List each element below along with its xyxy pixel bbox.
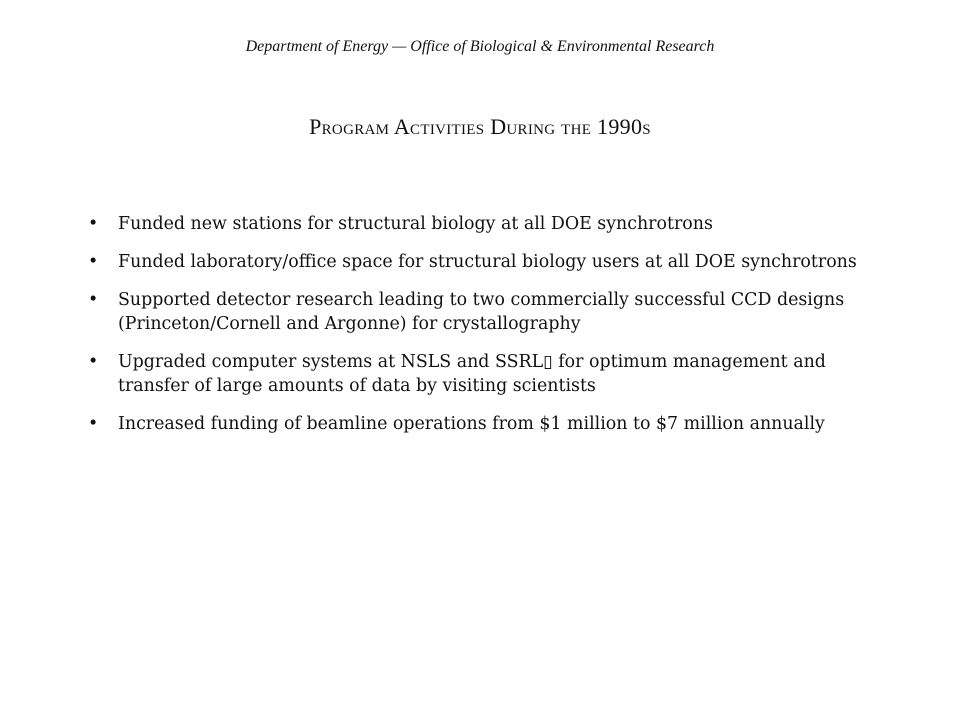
bullet-list [88, 212, 888, 450]
bullet-marker: • [88, 290, 99, 310]
bullet-marker: • [88, 214, 99, 234]
bullet-marker: • [88, 252, 99, 272]
bullet-text: Funded laboratory/office space for structural biology users at all DOE synchrotrons [118, 252, 857, 272]
bullet-text: Funded new stations for structural biology at all DOE synchrotrons [118, 214, 713, 234]
bullet-item [88, 350, 888, 398]
slide-title: Program Activities During the 1990s [309, 114, 651, 139]
bullet-marker: • [88, 352, 99, 372]
bullet-text: Supported detector research leading to two commercially successful CCD designs (Princeton/Cornell and Argonne) for crystallography [118, 290, 845, 334]
bullet-text: Increased funding of beamline operations from $1 million to $7 million annually [118, 414, 825, 434]
bullet-item [88, 212, 888, 236]
bullet-item [88, 250, 888, 274]
slide-header: Department of Energy — Office of Biological & Environmental Research [245, 38, 715, 55]
bullet-item [88, 288, 888, 336]
bullet-text: Upgraded computer systems at NSLS and SSRL▯ for optimum management and transfer of large amounts of data by visiting scientists [118, 352, 826, 396]
bullet-item [88, 412, 888, 436]
bullet-marker: • [88, 414, 99, 434]
